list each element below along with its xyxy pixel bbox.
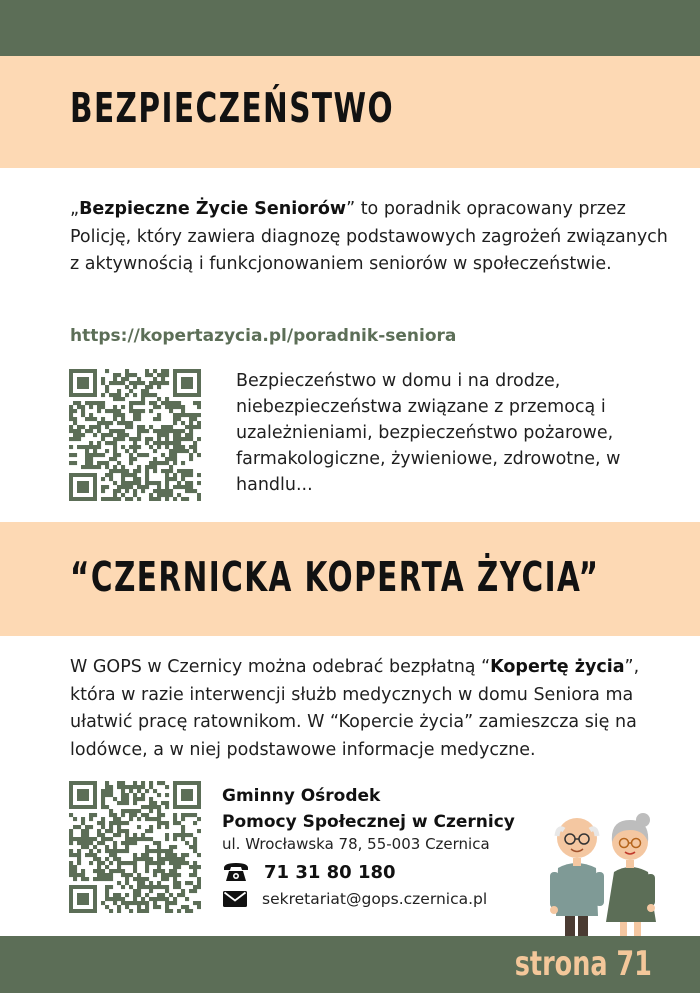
guide-title: Bezpieczne Życie Seniorów: [79, 199, 347, 219]
organization-name: Gminny Ośrodek Pomocy Społecznej w Czernicy: [222, 786, 515, 832]
page-number: strona 71: [514, 944, 652, 984]
email-row: [222, 889, 487, 909]
qr-code-contact: [69, 781, 201, 913]
guide-link[interactable]: https://kopertazycia.pl/poradnik-seniora: [70, 326, 457, 346]
section1-intro: „Bezpieczne Życie Seniorów” to poradnik opracowany przez Policję, który zawiera diagnozę podstawowych zagrożeń związanych z aktywnością i funkcjonowaniem seniorów w społeczeństwie.: [70, 199, 668, 274]
phone-number[interactable]: 71 31 80 180: [264, 861, 396, 883]
senior-couple-illustration: [540, 796, 676, 946]
guide-description: Bezpieczeństwo w domu i na drodze, niebezpieczeństwa związane z przemocą i uzależnieniami, bezpieczeństwo pożarowe, farmakologiczne, żywieniowe, zdrowotne, w handlu...: [236, 371, 621, 495]
phone-row: [222, 860, 396, 884]
organization-address: ul. Wrocławska 78, 55-003 Czernica: [222, 835, 490, 853]
envelope-icon: [222, 889, 248, 909]
envelope-name: Kopertę życia: [490, 657, 625, 677]
phone-icon: [222, 860, 250, 884]
section2-heading: “CZERNICKA KOPERTA ŻYCIA”: [70, 553, 600, 601]
top-band: [0, 0, 700, 56]
email-address[interactable]: sekretariat@gops.czernica.pl: [262, 890, 488, 908]
section1-heading: BEZPIECZEŃSTWO: [70, 84, 395, 132]
section2-text: W GOPS w Czernicy można odebrać bezpłatną “Kopertę życia”, która w razie interwencji służb medycznych w domu Seniora ma ułatwić pracę ratownikom. W “Kopercie życia” zamieszcza się na lodówce, a w niej podstawowe informacje medyczne.: [70, 657, 640, 760]
qr-code-guide: [69, 369, 201, 501]
